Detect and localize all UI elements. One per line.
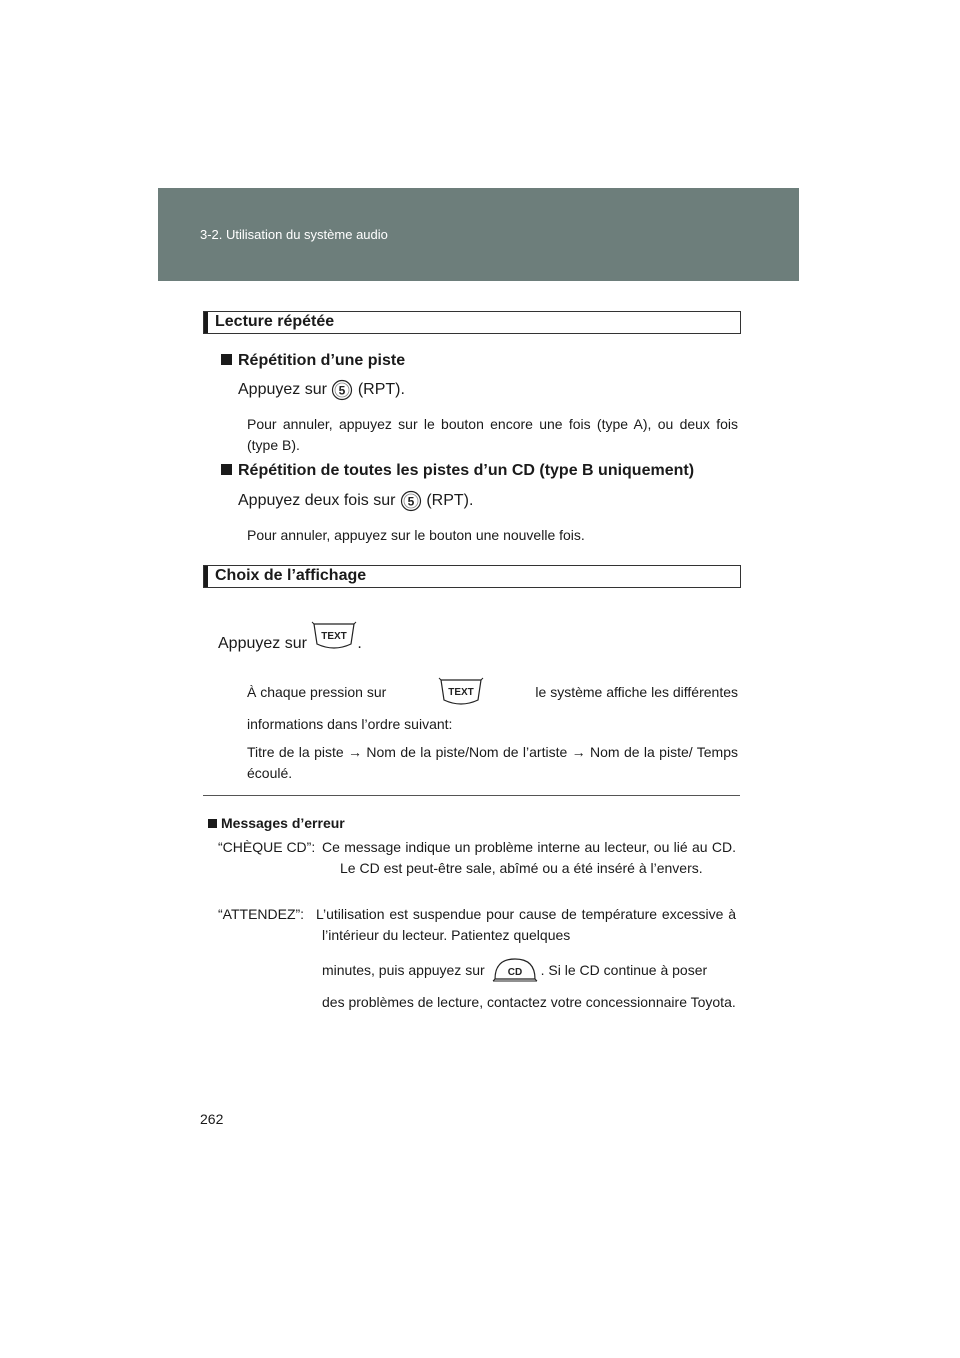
- text-button-icon: [438, 676, 484, 708]
- svg-text:TEXT: TEXT: [321, 631, 348, 642]
- error-wait-text-1: L’utilisation est suspendue pour cause de température excessive à l’intérieur du lecteur. Patientez quelques: [316, 906, 736, 943]
- square-bullet-icon: [221, 354, 232, 365]
- error-cd-check-text: Ce message indique un problème interne au lecteur, ou lié au CD. Le CD est peut-être sale, abîmé ou a été inséré à l’envers.: [322, 839, 736, 876]
- section-title-repeat-text: Lecture répétée: [215, 313, 335, 330]
- cd-button-icon: [491, 953, 539, 987]
- breadcrumb: 3-2. Utilisation du système audio: [200, 227, 388, 242]
- error-cd-check-term: “CHÈQUE CD”:: [218, 839, 316, 855]
- errors-heading: Messages d’erreur: [208, 813, 345, 834]
- section-title-display: [203, 565, 741, 588]
- svg-text:CD: CD: [507, 967, 522, 978]
- note-repeat-track: Pour annuler, appuyez sur le bouton encore une fois (type A), ou deux fois (type B).: [247, 416, 738, 453]
- button-5-icon: [400, 490, 422, 512]
- heading-repeat-track: Répétition d’une piste: [221, 352, 405, 370]
- page-number: 262: [200, 1111, 224, 1127]
- svg-text:TEXT: TEXT: [448, 687, 474, 698]
- display-sequence: Titre de la piste → Nom de la piste/Nom de l’artiste → Nom de la piste/ Temps écoulé.: [247, 744, 738, 781]
- section-title-repeat: [203, 311, 741, 334]
- button-5-icon: [331, 379, 353, 401]
- chapter-header: [158, 188, 799, 281]
- step-repeat-track: Appuyez sur 5 (RPT).: [238, 379, 405, 401]
- note-display-line2: informations dans l’ordre suivant:: [247, 716, 453, 732]
- error-wait-text-3: des problèmes de lecture, contactez votre concessionnaire Toyota.: [322, 994, 736, 1010]
- svg-text:5: 5: [407, 494, 415, 509]
- text-button-icon: [311, 620, 357, 652]
- section-title-display-text: Choix de l’affichage: [215, 567, 367, 584]
- note-repeat-all: Pour annuler, appuyez sur le bouton une nouvelle fois.: [247, 527, 585, 543]
- note-display-line1: À chaque pression sur TEXT le système affiche les différentes: [247, 676, 738, 708]
- square-bullet-icon: [221, 464, 232, 475]
- square-bullet-icon: [208, 819, 217, 828]
- step-repeat-all: Appuyez deux fois sur 5 (RPT).: [238, 490, 473, 512]
- svg-text:5: 5: [339, 383, 346, 398]
- error-wait-text-2: minutes, puis appuyez sur CD . Si le CD continue à poser: [322, 953, 736, 987]
- step-display: Appuyez sur TEXT .: [218, 620, 362, 653]
- divider: [203, 795, 740, 796]
- error-wait-term: “ATTENDEZ”:: [218, 906, 305, 922]
- heading-repeat-all: Répétition de toutes les pistes d’un CD (type B uniquement): [221, 462, 694, 480]
